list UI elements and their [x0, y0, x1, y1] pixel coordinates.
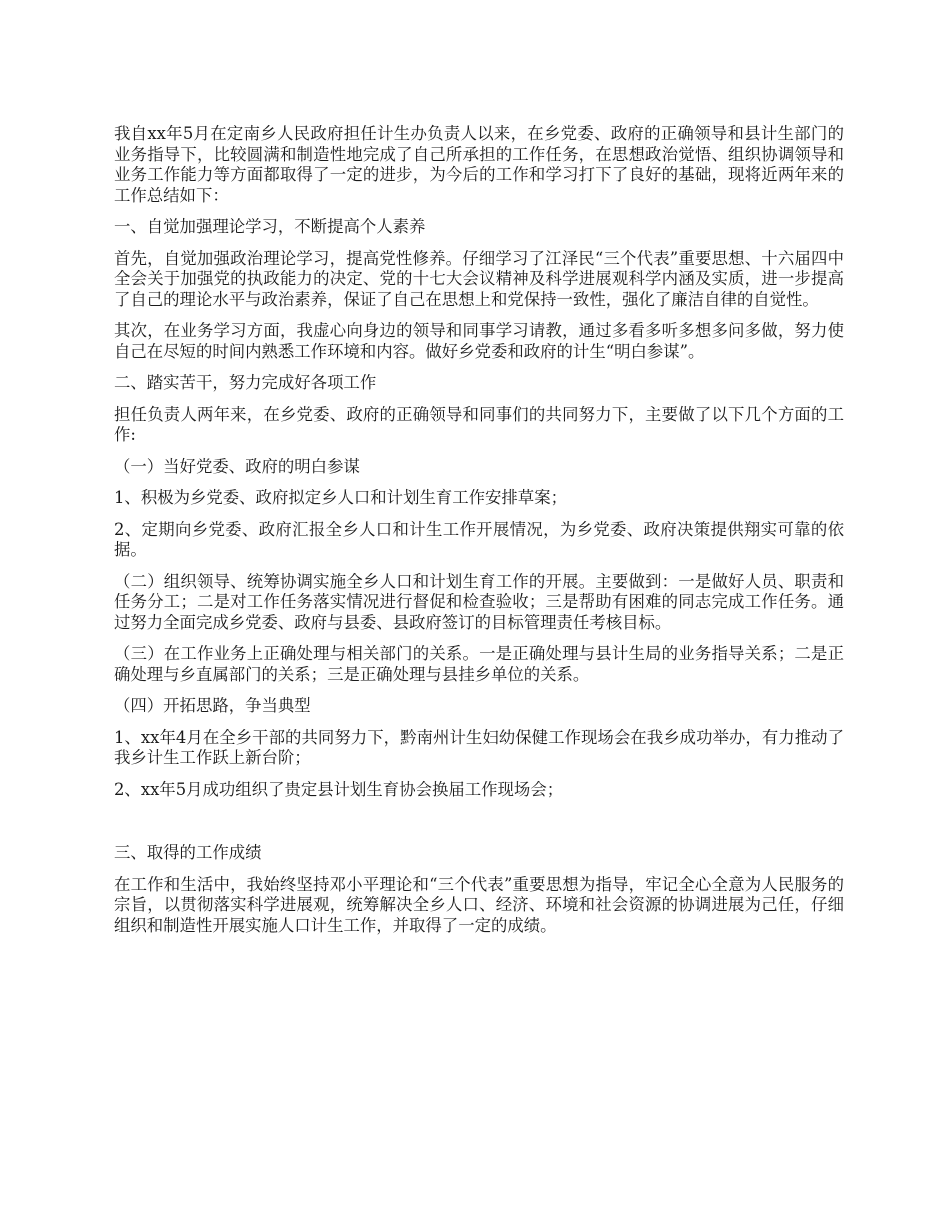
paragraph-business-study: 其次，在业务学习方面，我虚心向身边的领导和同事学习请教，通过多看多听多想多问多做，努力使自己在尽短的时间内熟悉工作环境和内容。做好乡党委和政府的计生“明白参谋”。: [114, 321, 844, 361]
section-heading-1: 一、自觉加强理论学习，不断提高个人素养: [114, 217, 426, 236]
document-body: [114, 124, 844, 947]
subheading-1: （一）当好党委、政府的明白参谋: [114, 456, 360, 476]
intro-paragraph: 我自xx年5月在定南乡人民政府担任计生办负责人以来，在乡党委、政府的正确领导和县计生部门的业务指导下，比较圆满和制造性地完成了自己所承担的工作任务，在思想政治觉悟、组织协调领导和业务工作能力等方面都取得了一定的进步，为今后的工作和学习打下了良好的基础，现将近两年来的工作总结如下：: [114, 124, 844, 205]
list-item-4-1: 1、xx年4月在全乡干部的共同努力下，黔南州计生妇幼保健工作现场会在我乡成功举办，有力推动了我乡计生工作跃上新台阶；: [114, 727, 844, 767]
section-heading-3: 三、取得的工作成绩: [114, 843, 262, 862]
paragraph-work-overview: 担任负责人两年来，在乡党委、政府的正确领导和同事们的共同努力下，主要做了以下几个方面的工作:: [114, 404, 844, 444]
paragraph-theory-study: 首先，自觉加强政治理论学习，提高党性修养。仔细学习了江泽民“三个代表”重要思想、十六届四中全会关于加强党的执政能力的决定、党的十七大会议精神及科学进展观科学内涵及实质，进一步提高了自己的理论水平与政治素养，保证了自己在思想上和党保持一致性，强化了廉洁自律的自觉性。: [114, 248, 844, 309]
list-item-1-1: 1、积极为乡党委、政府拟定乡人口和计划生育工作安排草案；: [114, 488, 567, 507]
blank-gap: [114, 811, 844, 843]
subheading-3-paragraph: （三）在工作业务上正确处理与相关部门的关系。一是正确处理与县计生局的业务指导关系；二是正确处理与乡直属部门的关系；三是正确处理与县挂乡单位的关系。: [114, 644, 844, 684]
list-item-4-2: 2、xx年5月成功组织了贵定县计划生育协会换届工作现场会；: [114, 779, 564, 799]
subheading-4: （四）开拓思路，争当典型: [114, 696, 311, 715]
paragraph-achievements: 在工作和生活中，我始终坚持邓小平理论和“三个代表”重要思想为指导，牢记全心全意为人民服务的宗旨，以贯彻落实科学进展观，统筹解决全乡人口、经济、环境和社会资源的协调进展为己任，仔细组织和制造性开展实施人口计生工作，并取得了一定的成绩。: [114, 874, 844, 935]
list-item-1-2: 2、定期向乡党委、政府汇报全乡人口和计生工作开展情况，为乡党委、政府决策提供翔实可靠的依据。: [114, 519, 844, 559]
section-heading-2: 二、踏实苦干，努力完成好各项工作: [114, 373, 377, 392]
subheading-2-paragraph: （二）组织领导、统筹协调实施全乡人口和计划生育工作的开展。主要做到：一是做好人员、职责和任务分工；二是对工作任务落实情况进行督促和检查验收；三是帮助有困难的同志完成工作任务。通过努力全面完成乡党委、政府与县委、县政府签订的目标管理责任考核目标。: [114, 571, 844, 632]
